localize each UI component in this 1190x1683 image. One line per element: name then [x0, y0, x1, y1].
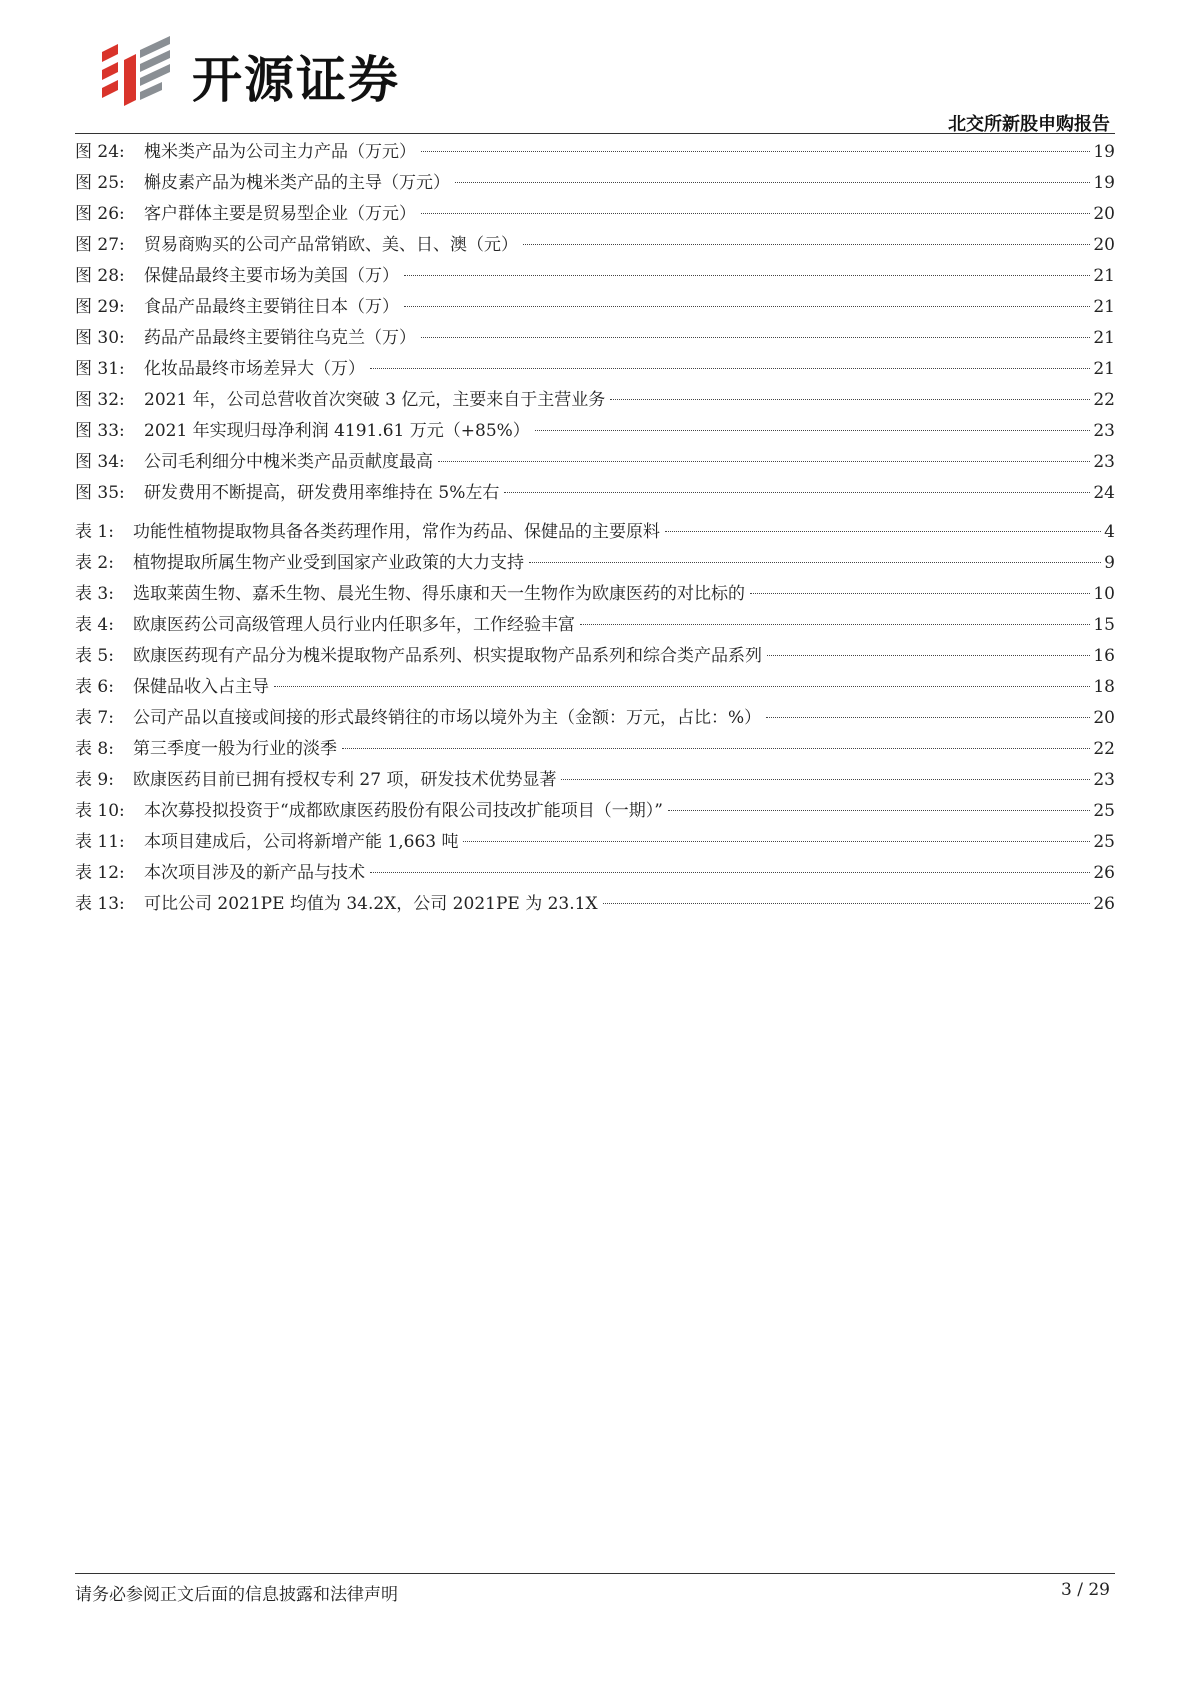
figure-toc-entry[interactable] [75, 478, 1115, 509]
entry-page: 19 [1093, 142, 1115, 162]
entry-title: 食品产品最终主要销往日本（万） [144, 297, 399, 317]
dot-leader [580, 624, 1090, 625]
brand-name: 开源证券 [192, 51, 400, 109]
figure-toc-entry[interactable] [75, 447, 1115, 478]
kaiyuan-securities-logo-icon [100, 30, 180, 110]
entry-title: 客户群体主要是贸易型企业（万元） [144, 204, 416, 224]
entry-title: 药品产品最终主要销往乌克兰（万） [144, 328, 416, 348]
dot-leader [370, 368, 1090, 369]
dot-leader [561, 779, 1090, 780]
table-toc-entry[interactable] [75, 889, 1115, 920]
entry-title: 本次项目涉及的新产品与技术 [144, 863, 365, 883]
footer-divider [75, 1573, 1115, 1574]
entry-number: 图 25: [75, 173, 125, 193]
entry-number: 表 6: [75, 677, 114, 697]
figure-toc-entry[interactable] [75, 168, 1115, 199]
table-toc-entry[interactable] [75, 548, 1115, 579]
entry-number: 表 4: [75, 615, 114, 635]
entry-page: 20 [1093, 204, 1115, 224]
report-type: 北交所新股申购报告 [948, 114, 1110, 135]
entry-number: 图 26: [75, 204, 125, 224]
dot-leader [766, 717, 1090, 718]
entry-page: 23 [1093, 452, 1115, 472]
figure-toc-entry[interactable] [75, 323, 1115, 354]
entry-title: 化妆品最终市场差异大（万） [144, 359, 365, 379]
entry-number: 图 35: [75, 483, 125, 503]
entry-number: 表 8: [75, 739, 114, 759]
entry-page: 21 [1093, 266, 1115, 286]
dot-leader [274, 686, 1090, 687]
entry-title: 植物提取所属生物产业受到国家产业政策的大力支持 [133, 553, 524, 573]
dot-leader [438, 461, 1090, 462]
entry-page: 21 [1093, 359, 1115, 379]
entry-number: 图 27: [75, 235, 125, 255]
dot-leader [767, 655, 1090, 656]
entry-number: 图 31: [75, 359, 125, 379]
entry-page: 15 [1093, 615, 1115, 635]
entry-page: 22 [1093, 390, 1115, 410]
entry-number: 表 11: [75, 832, 125, 852]
entry-page: 25 [1093, 832, 1115, 852]
entry-page: 26 [1093, 863, 1115, 883]
entry-title: 研发费用不断提高，研发费用率维持在 5%左右 [144, 483, 500, 503]
entry-title: 本项目建成后，公司将新增产能 1,663 吨 [144, 832, 459, 852]
table-toc-entry[interactable] [75, 796, 1115, 827]
figure-toc-entry[interactable] [75, 199, 1115, 230]
page-number: 3 / 29 [1061, 1580, 1110, 1600]
figure-list [75, 137, 1115, 509]
entry-title: 可比公司 2021PE 均值为 34.2X，公司 2021PE 为 23.1X [144, 894, 598, 914]
dot-leader [421, 151, 1090, 152]
entry-number: 表 12: [75, 863, 125, 883]
entry-page: 21 [1093, 328, 1115, 348]
table-toc-entry[interactable] [75, 579, 1115, 610]
entry-title: 槲皮素产品为槐米类产品的主导（万元） [144, 173, 450, 193]
entry-title: 保健品收入占主导 [133, 677, 269, 697]
entry-title: 选取莱茵生物、嘉禾生物、晨光生物、得乐康和天一生物作为欧康医药的对比标的 [133, 584, 745, 604]
entry-page: 26 [1093, 894, 1115, 914]
table-list [75, 517, 1115, 920]
figure-toc-entry[interactable] [75, 230, 1115, 261]
dot-leader [370, 872, 1090, 873]
dot-leader [504, 492, 1090, 493]
entry-page: 9 [1104, 553, 1115, 573]
table-toc-entry[interactable] [75, 703, 1115, 734]
dot-leader [421, 337, 1090, 338]
figure-toc-entry[interactable] [75, 137, 1115, 168]
dot-leader [421, 213, 1090, 214]
entry-title: 贸易商购买的公司产品常销欧、美、日、澳（元） [144, 235, 518, 255]
entry-title: 2021 年，公司总营收首次突破 3 亿元，主要来自于主营业务 [144, 390, 606, 410]
dot-leader [404, 275, 1090, 276]
page-header [0, 0, 1190, 140]
table-toc-entry[interactable] [75, 672, 1115, 703]
dot-leader [404, 306, 1090, 307]
entry-number: 图 32: [75, 390, 125, 410]
dot-leader [665, 531, 1101, 532]
figure-toc-entry[interactable] [75, 292, 1115, 323]
entry-title: 功能性植物提取物具备各类药理作用，常作为药品、保健品的主要原料 [133, 522, 660, 542]
table-toc-entry[interactable] [75, 610, 1115, 641]
entry-number: 表 13: [75, 894, 125, 914]
dot-leader [668, 810, 1090, 811]
entry-number: 表 3: [75, 584, 114, 604]
table-toc-entry[interactable] [75, 734, 1115, 765]
entry-page: 25 [1093, 801, 1115, 821]
dot-leader [523, 244, 1090, 245]
figure-toc-entry[interactable] [75, 385, 1115, 416]
table-toc-entry[interactable] [75, 517, 1115, 548]
entry-number: 表 7: [75, 708, 114, 728]
entry-number: 表 5: [75, 646, 114, 666]
entry-number: 图 30: [75, 328, 125, 348]
table-toc-entry[interactable] [75, 765, 1115, 796]
entry-page: 18 [1093, 677, 1115, 697]
figure-toc-entry[interactable] [75, 416, 1115, 447]
entry-number: 表 2: [75, 553, 114, 573]
entry-title: 第三季度一般为行业的淡季 [133, 739, 337, 759]
figure-toc-entry[interactable] [75, 261, 1115, 292]
figure-toc-entry[interactable] [75, 354, 1115, 385]
entry-page: 10 [1093, 584, 1115, 604]
dot-leader [610, 399, 1090, 400]
dot-leader [463, 841, 1090, 842]
entry-title: 欧康医药公司高级管理人员行业内任职多年，工作经验丰富 [133, 615, 575, 635]
entry-page: 24 [1093, 483, 1115, 503]
dot-leader [455, 182, 1090, 183]
entry-title: 欧康医药现有产品分为槐米提取物产品系列、枳实提取物产品系列和综合类产品系列 [133, 646, 762, 666]
entry-page: 20 [1093, 708, 1115, 728]
footer-disclaimer: 请务必参阅正文后面的信息披露和法律声明 [75, 1585, 398, 1605]
table-toc-entry[interactable] [75, 641, 1115, 672]
dot-leader [529, 562, 1101, 563]
entry-page: 4 [1104, 522, 1115, 542]
dot-leader [535, 430, 1091, 431]
entry-page: 23 [1093, 770, 1115, 790]
entry-number: 图 29: [75, 297, 125, 317]
entry-number: 表 1: [75, 522, 114, 542]
dot-leader [342, 748, 1090, 749]
entry-title: 本次募投拟投资于“成都欧康医药股份有限公司技改扩能项目（一期）” [144, 801, 663, 821]
entry-number: 表 10: [75, 801, 125, 821]
entry-page: 20 [1093, 235, 1115, 255]
entry-page: 23 [1093, 421, 1115, 441]
entry-page: 22 [1093, 739, 1115, 759]
entry-number: 图 33: [75, 421, 125, 441]
entry-number: 图 24: [75, 142, 125, 162]
entry-number: 图 28: [75, 266, 125, 286]
entry-page: 16 [1093, 646, 1115, 666]
entry-number: 图 34: [75, 452, 125, 472]
entry-title: 公司毛利细分中槐米类产品贡献度最高 [144, 452, 433, 472]
entry-page: 19 [1093, 173, 1115, 193]
entry-title: 公司产品以直接或间接的形式最终销往的市场以境外为主（金额：万元，占比：%） [133, 708, 762, 728]
entry-page: 21 [1093, 297, 1115, 317]
header-divider [75, 133, 1115, 134]
entry-title: 欧康医药目前已拥有授权专利 27 项，研发技术优势显著 [133, 770, 557, 790]
entry-number: 表 9: [75, 770, 114, 790]
table-toc-entry[interactable] [75, 858, 1115, 889]
entry-title: 2021 年实现归母净利润 4191.61 万元（+85%） [144, 421, 530, 441]
table-toc-entry[interactable] [75, 827, 1115, 858]
entry-title: 保健品最终主要市场为美国（万） [144, 266, 399, 286]
dot-leader [603, 903, 1091, 904]
entry-title: 槐米类产品为公司主力产品（万元） [144, 142, 416, 162]
dot-leader [750, 593, 1090, 594]
